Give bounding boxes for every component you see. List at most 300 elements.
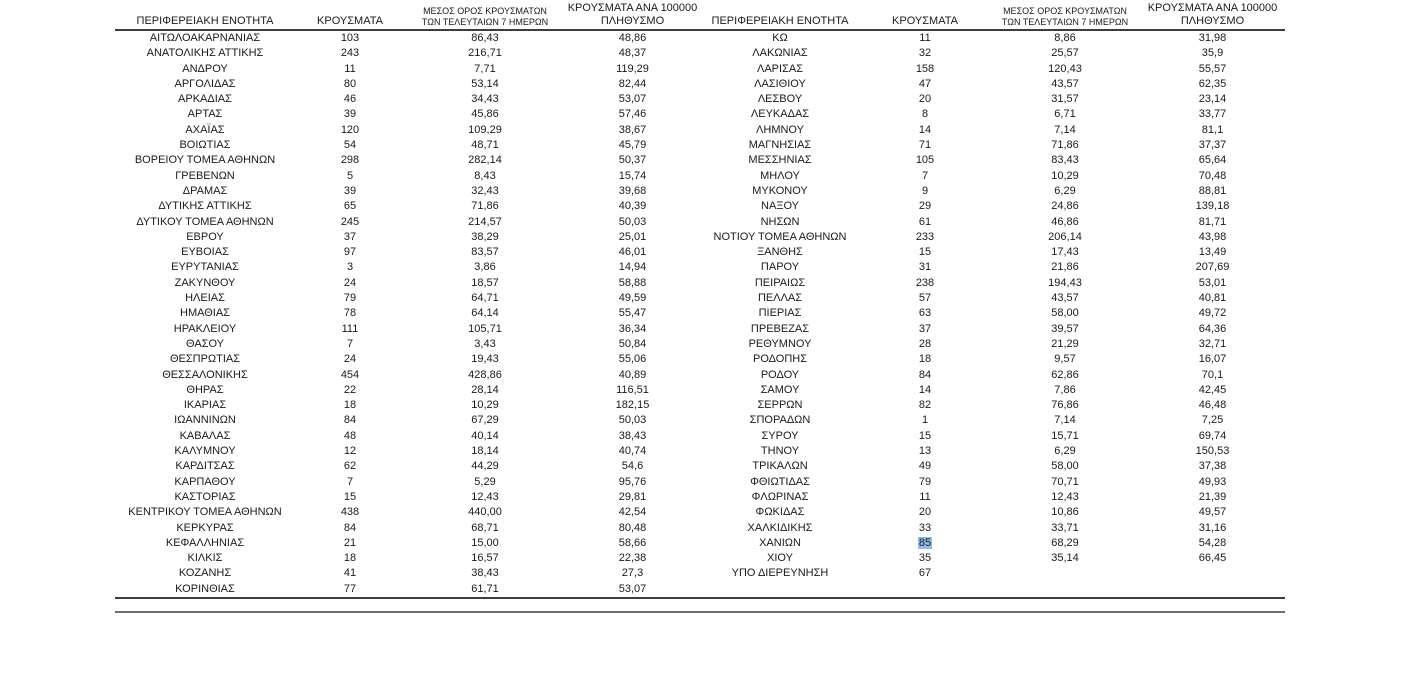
cases-cell: 84 (918, 368, 932, 381)
per100k-cell: 50,37 (618, 154, 647, 167)
region-cell: ΣΑΜΟΥ (760, 383, 800, 396)
per100k-cell: 66,45 (1198, 552, 1227, 565)
region-cell: ΘΕΣΣΑΛΟΝΙΚΗΣ (162, 368, 248, 381)
avg7-cell: 7,14 (1054, 123, 1076, 136)
table-row (115, 521, 1285, 536)
avg7-cell: 282,14 (468, 154, 502, 167)
per100k-cell: 40,81 (1198, 292, 1227, 305)
avg7-cell: 76,86 (1051, 399, 1079, 412)
cases-cell: 35 (918, 552, 932, 565)
cases-cell: 84 (343, 521, 357, 534)
per100k-cell: 62,35 (1198, 77, 1227, 90)
table-row (115, 322, 1285, 337)
region-cell: ΑΝΑΤΟΛΙΚΗΣ ΑΤΤΙΚΗΣ (146, 47, 264, 60)
table-row (115, 551, 1285, 566)
avg7-cell: 105,71 (468, 322, 502, 335)
avg7-cell: 7,71 (474, 62, 496, 75)
cases-cell: 9 (921, 184, 929, 197)
table-row (115, 352, 1285, 367)
cases-cell: 20 (918, 93, 932, 106)
avg7-cell: 34,43 (471, 93, 499, 106)
table-row (115, 30, 1285, 46)
table-row (115, 62, 1285, 77)
region-cell: ΙΚΑΡΙΑΣ (183, 399, 227, 412)
region-cell: ΛΑΣΙΘΙΟΥ (754, 77, 806, 90)
region-cell: ΞΑΝΘΗΣ (757, 246, 803, 259)
avg7-cell: 43,57 (1051, 292, 1079, 305)
avg7-cell: 83,57 (471, 246, 499, 259)
per100k-cell: 54,6 (621, 460, 644, 473)
table-row (115, 582, 1285, 598)
avg7-cell: 40,14 (471, 429, 499, 442)
avg7-cell: 86,43 (471, 32, 499, 44)
region-cell: ΕΥΡΥΤΑΝΙΑΣ (171, 261, 239, 274)
avg7-cell: 12,43 (471, 490, 499, 503)
avg7-cell: 440,00 (468, 506, 502, 519)
per100k-cell: 37,38 (1198, 460, 1227, 473)
per100k-cell: 21,39 (1198, 490, 1227, 503)
per100k-cell: 39,68 (618, 184, 647, 197)
cases-cell: 18 (918, 353, 932, 366)
region-cell: ΡΟΔΟΥ (760, 368, 800, 381)
per100k-cell: 55,47 (618, 307, 647, 320)
avg7-cell: 68,71 (471, 521, 499, 534)
per100k-cell: 139,18 (1195, 200, 1230, 213)
avg7-cell: 44,29 (471, 460, 499, 473)
per100k-cell: 49,59 (618, 292, 647, 305)
avg7-cell: 10,86 (1051, 506, 1079, 519)
cases-cell: 97 (343, 246, 357, 259)
cases-cell: 31 (918, 261, 932, 274)
avg7-cell: 6,29 (1054, 445, 1076, 458)
per100k-cell: 81,1 (1201, 123, 1224, 136)
region-cell: ΗΜΑΘΙΑΣ (180, 307, 230, 320)
avg7-cell: 18,14 (471, 445, 499, 458)
col-header-per100k-left: ΚΡΟΥΣΜΑΤΑ ΑΝΑ 100000 ΠΛΗΘΥΣΜΟ (565, 2, 700, 30)
region-cell: ΘΕΣΠΡΩΤΙΑΣ (169, 353, 241, 366)
cases-cell: 18 (343, 399, 357, 412)
region-cell: ΜΗΛΟΥ (760, 169, 800, 182)
cases-cell: 7 (346, 337, 354, 350)
cases-cell: 61 (918, 215, 932, 228)
cases-cell: 438 (340, 506, 360, 519)
avg7-cell: 70,71 (1051, 475, 1079, 488)
per100k-cell: 48,37 (618, 47, 647, 60)
per100k-cell: 49,57 (1198, 506, 1227, 519)
avg7-cell: 216,71 (468, 47, 502, 60)
region-cell: ΚΕΝΤΡΙΚΟΥ ΤΟΜΕΑ ΑΘΗΝΩΝ (128, 506, 282, 519)
per100k-cell: 53,07 (565, 582, 700, 598)
per100k-cell: 49,93 (1198, 475, 1227, 488)
cases-cell: 15 (918, 429, 932, 442)
cases-cell: 3 (346, 261, 354, 274)
region-cell: ΙΩΑΝΝΙΝΩΝ (174, 414, 236, 427)
region-cell: ΛΑΡΙΣΑΣ (756, 62, 803, 75)
cases-cell: 454 (340, 368, 360, 381)
per100k-cell: 50,84 (618, 337, 647, 350)
col-header-avg7-left: ΜΕΣΟΣ ΟΡΟΣ ΚΡΟΥΣΜΑΤΩΝ ΤΩΝ ΤΕΛΕΥΤΑΙΩΝ 7 ΗΜΕΡΩΝ (405, 2, 565, 30)
table-row (115, 230, 1285, 245)
per100k-cell: 33,77 (1198, 108, 1227, 121)
per100k-cell: 50,03 (618, 414, 647, 427)
cases-cell: 298 (340, 154, 360, 167)
region-cell: ΛΕΥΚΑΔΑΣ (750, 108, 810, 121)
cases-cell: 41 (343, 567, 357, 580)
region-cell: ΑΡΚΑΔΙΑΣ (178, 93, 232, 106)
cases-cell: 7 (921, 169, 929, 182)
per100k-cell: 82,44 (618, 77, 647, 90)
avg7-cell: 120,43 (1048, 62, 1082, 75)
col-header-avg7-right: ΜΕΣΟΣ ΟΡΟΣ ΚΡΟΥΣΜΑΤΩΝ ΤΩΝ ΤΕΛΕΥΤΑΙΩΝ 7 ΗΜΕΡΩΝ (990, 2, 1140, 30)
cases-cell: 103 (340, 32, 360, 44)
cases-cell: 33 (918, 521, 932, 534)
cases-cell: 37 (918, 322, 932, 335)
per100k-cell: 42,54 (618, 506, 647, 519)
table-row (115, 413, 1285, 428)
region-cell: ΚΙΛΚΙΣ (187, 552, 223, 565)
per100k-cell: 32,71 (1198, 337, 1227, 350)
region-cell: ΚΟΖΑΝΗΣ (178, 567, 232, 580)
avg7-cell: 19,43 (471, 353, 499, 366)
per100k-cell: 40,74 (618, 445, 647, 458)
region-cell: ΚΑΣΤΟΡΙΑΣ (174, 490, 236, 503)
table-row (115, 475, 1285, 490)
cases-cell: 67 (918, 567, 932, 580)
per100k-cell: 31,16 (1198, 521, 1227, 534)
per100k-cell: 57,46 (618, 108, 647, 121)
per100k-cell: 45,79 (618, 139, 647, 152)
per100k-cell: 37,37 (1198, 139, 1227, 152)
table-row (115, 245, 1285, 260)
region-cell: ΚΕΦΑΛΛΗΝΙΑΣ (165, 536, 245, 549)
table-row (115, 138, 1285, 153)
region-cell: ΝΟΤΙΟΥ ΤΟΜΕΑ ΑΘΗΝΩΝ (713, 230, 847, 243)
avg7-cell: 6,71 (1054, 108, 1076, 121)
region-cell: ΣΠΟΡΑΔΩΝ (749, 414, 811, 427)
cases-cell: 120 (340, 123, 360, 136)
region-cell: ΗΡΑΚΛΕΙΟΥ (173, 322, 237, 335)
per100k-cell: 70,1 (1201, 368, 1224, 381)
avg7-cell: 21,29 (1051, 337, 1079, 350)
per100k-cell: 53,01 (1198, 276, 1227, 289)
cases-cell: 37 (343, 230, 357, 243)
cases-cell: 14 (918, 123, 932, 136)
per100k-cell: 150,53 (1195, 445, 1230, 458)
table-row (115, 337, 1285, 352)
cases-cell: 7 (346, 475, 354, 488)
region-cell: ΠΑΡΟΥ (760, 261, 800, 274)
avg7-cell: 39,57 (1051, 322, 1079, 335)
region-cell: ΝΑΞΟΥ (761, 200, 799, 213)
avg7-cell: 61,71 (405, 582, 565, 598)
region-cell: ΑΝΔΡΟΥ (182, 62, 228, 75)
cases-cell: 32 (918, 47, 932, 60)
per100k-cell: 116,51 (616, 383, 649, 396)
per100k-cell: 42,45 (1198, 383, 1227, 396)
region-cell: ΚΑΛΥΜΝΟΥ (174, 445, 236, 458)
avg7-cell: 21,86 (1051, 261, 1079, 274)
per100k-cell: 50,03 (618, 215, 647, 228)
avg7-cell: 67,29 (471, 414, 499, 427)
region-cell: ΧΑΛΚΙΔΙΚΗΣ (747, 521, 813, 534)
region-cell: ΑΡΓΟΛΙΔΑΣ (174, 77, 236, 90)
cases-cell: 49 (918, 460, 932, 473)
per100k-cell: 182,15 (615, 399, 650, 412)
avg7-cell: 31,57 (1051, 93, 1079, 106)
region-cell: ΠΕΙΡΑΙΩΣ (754, 276, 806, 289)
regional-cases-table (115, 2, 1285, 599)
col-header-cases-right: ΚΡΟΥΣΜΑΤΑ (860, 2, 990, 30)
col-header-region-left: ΠΕΡΙΦΕΡΕΙΑΚΗ ΕΝΟΤΗΤΑ (115, 2, 295, 30)
selection-highlight: 85 (918, 536, 932, 549)
per100k-cell: 207,69 (1195, 261, 1230, 274)
per100k-cell: 29,81 (618, 490, 647, 503)
table-row (115, 92, 1285, 107)
region-cell: ΕΥΒΟΙΑΣ (181, 246, 229, 259)
table-row (115, 368, 1285, 383)
avg7-cell: 10,29 (471, 399, 499, 412)
per100k-cell: 54,28 (1198, 536, 1227, 549)
avg7-cell: 45,86 (471, 108, 499, 121)
per100k-cell: 95,76 (618, 475, 647, 488)
avg7-cell: 206,14 (1048, 230, 1082, 243)
per100k-cell: 70,48 (1198, 169, 1227, 182)
table-row (115, 199, 1285, 214)
region-cell: ΡΕΘΥΜΝΟΥ (748, 337, 812, 350)
cases-cell: 48 (343, 429, 357, 442)
per100k-cell: 58,66 (618, 536, 647, 549)
avg7-cell: 64,14 (471, 307, 499, 320)
cases-cell: 39 (343, 184, 357, 197)
report-table-section (115, 2, 1285, 613)
per100k-cell: 25,01 (618, 230, 647, 243)
region-cell: ΤΡΙΚΑΛΩΝ (752, 460, 808, 473)
table-row (115, 46, 1285, 61)
per100k-cell: 69,74 (1198, 429, 1227, 442)
table-row (115, 505, 1285, 520)
header-row (115, 2, 1285, 30)
table-row (115, 429, 1285, 444)
region-cell: ΦΘΙΩΤΙΔΑΣ (750, 475, 810, 488)
per100k-cell: 14,94 (618, 261, 647, 274)
region-cell: ΦΛΩΡΙΝΑΣ (751, 490, 809, 503)
avg7-cell (990, 566, 1140, 581)
region-cell: ΛΑΚΩΝΙΑΣ (752, 47, 808, 60)
cases-cell: 11 (919, 32, 931, 44)
region-cell: ΜΥΚΟΝΟΥ (752, 184, 808, 197)
cases-cell: 243 (340, 47, 360, 60)
per100k-cell: 80,48 (618, 521, 647, 534)
cases-cell: 111 (341, 322, 359, 335)
avg7-cell: 71,86 (471, 200, 499, 213)
cases-cell: 5 (346, 169, 354, 182)
region-cell: ΧΙΟΥ (767, 552, 793, 565)
region-cell: ΚΟΡΙΝΘΙΑΣ (115, 582, 295, 598)
cases-cell: 24 (343, 353, 357, 366)
table-row (115, 77, 1285, 92)
cases-cell: 24 (343, 276, 357, 289)
table-row (115, 260, 1285, 275)
cases-cell: 12 (343, 445, 357, 458)
per100k-cell: 27,3 (621, 567, 644, 580)
cases-cell: 233 (915, 230, 935, 243)
cases-cell (860, 582, 990, 598)
avg7-cell: 32,43 (471, 184, 499, 197)
per100k-cell: 23,14 (1198, 93, 1227, 106)
per100k-cell: 38,67 (618, 123, 647, 136)
region-cell: ΦΩΚΙΔΑΣ (755, 506, 805, 519)
avg7-cell: 58,00 (1051, 307, 1079, 320)
per100k-cell: 46,48 (1198, 399, 1227, 412)
avg7-cell: 9,57 (1054, 353, 1076, 366)
cases-cell: 15 (343, 490, 357, 503)
avg7-cell: 18,57 (471, 276, 499, 289)
per100k-cell: 13,49 (1198, 246, 1227, 259)
avg7-cell: 68,29 (1051, 536, 1079, 549)
per100k-cell: 65,64 (1198, 154, 1227, 167)
avg7-cell: 38,29 (471, 230, 499, 243)
table-row (115, 383, 1285, 398)
table-row (115, 107, 1285, 122)
per100k-cell: 36,34 (618, 322, 647, 335)
avg7-cell: 58,00 (1051, 460, 1079, 473)
col-header-per100k-right: ΚΡΟΥΣΜΑΤΑ ΑΝΑ 100000 ΠΛΗΘΥΣΜΟ (1140, 2, 1285, 30)
region-cell: ΜΕΣΣΗΝΙΑΣ (748, 154, 812, 167)
region-cell: ΑΧΑΪΑΣ (185, 123, 225, 136)
per100k-cell: 119,29 (616, 62, 649, 75)
region-cell: ΒΟΡΕΙΟΥ ΤΟΜΕΑ ΑΘΗΝΩΝ (134, 154, 276, 167)
cases-cell: 71 (918, 139, 932, 152)
cases-cell: 28 (918, 337, 932, 350)
per100k-cell: 16,07 (1198, 353, 1227, 366)
avg7-cell: 428,86 (468, 368, 502, 381)
region-cell: ΧΑΝΙΩΝ (759, 536, 801, 549)
table-row (115, 169, 1285, 184)
table-row (115, 123, 1285, 138)
avg7-cell: 35,14 (1051, 552, 1079, 565)
region-cell (700, 582, 860, 598)
per100k-cell: 88,81 (1198, 184, 1227, 197)
per100k-cell: 55,06 (618, 353, 647, 366)
table-row (115, 276, 1285, 291)
per100k-cell: 46,01 (618, 246, 647, 259)
avg7-cell: 64,71 (471, 292, 499, 305)
region-cell: ΘΑΣΟΥ (185, 337, 225, 350)
avg7-cell: 17,43 (1051, 246, 1079, 259)
cases-cell: 78 (343, 307, 357, 320)
cases-cell: 14 (918, 383, 932, 396)
region-cell: ΝΗΣΩΝ (760, 215, 800, 228)
avg7-cell: 62,86 (1051, 368, 1079, 381)
cases-cell: 82 (918, 399, 932, 412)
cases-cell (860, 536, 990, 551)
cases-cell: 11 (344, 62, 356, 75)
cases-cell: 46 (343, 93, 357, 106)
table-row (115, 153, 1285, 168)
region-cell: ΠΡΕΒΕΖΑΣ (750, 322, 810, 335)
cases-cell: 158 (915, 62, 935, 75)
cases-cell: 77 (295, 582, 405, 598)
avg7-cell: 28,14 (471, 383, 499, 396)
per100k-cell: 38,43 (618, 429, 647, 442)
cases-cell: 57 (918, 292, 932, 305)
region-cell: ΑΙΤΩΛΟΑΚΑΡΝΑΝΙΑΣ (149, 32, 261, 44)
region-cell: ΠΙΕΡΙΑΣ (758, 307, 802, 320)
region-cell: ΑΡΤΑΣ (187, 108, 223, 121)
region-cell: ΜΑΓΝΗΣΙΑΣ (748, 139, 812, 152)
region-cell: ΛΗΜΝΟΥ (756, 123, 804, 136)
region-cell: ΒΟΙΩΤΙΑΣ (179, 139, 231, 152)
avg7-cell: 194,43 (1048, 276, 1082, 289)
cases-cell: 79 (343, 292, 357, 305)
cases-cell: 80 (343, 77, 357, 90)
per100k-cell: 22,38 (618, 552, 647, 565)
avg7-cell: 15,71 (1051, 429, 1079, 442)
table-row (115, 184, 1285, 199)
cases-cell: 238 (915, 276, 935, 289)
cases-cell: 245 (340, 215, 360, 228)
cases-cell: 65 (343, 200, 357, 213)
per100k-cell (1140, 582, 1285, 598)
region-cell: ΡΟΔΟΠΗΣ (752, 353, 808, 366)
region-cell: ΤΗΝΟΥ (760, 445, 800, 458)
cases-cell: 79 (918, 475, 932, 488)
per100k-cell: 31,98 (1198, 32, 1227, 44)
cases-cell: 54 (343, 139, 357, 152)
cases-cell: 47 (918, 77, 932, 90)
per100k-cell: 49,72 (1198, 307, 1227, 320)
region-cell: ΣΕΡΡΩΝ (757, 399, 803, 412)
cases-cell: 63 (918, 307, 932, 320)
avg7-cell: 10,29 (1051, 169, 1079, 182)
cases-cell: 11 (919, 490, 931, 503)
region-cell: ΔΥΤΙΚΟΥ ΤΟΜΕΑ ΑΘΗΝΩΝ (136, 215, 274, 228)
avg7-cell: 214,57 (468, 215, 502, 228)
region-cell: ΚΕΡΚΥΡΑΣ (176, 521, 234, 534)
avg7-cell: 7,14 (1054, 414, 1076, 427)
per100k-cell: 53,07 (618, 93, 647, 106)
region-cell: ΚΑΡΔΙΤΣΑΣ (175, 460, 235, 473)
avg7-cell: 5,29 (474, 475, 496, 488)
region-cell: ΓΡΕΒΕΝΩΝ (175, 169, 235, 182)
avg7-cell: 7,86 (1054, 383, 1076, 396)
region-cell: ΛΕΣΒΟΥ (757, 93, 803, 106)
cases-cell: 1 (921, 414, 929, 427)
per100k-cell: 81,71 (1198, 215, 1227, 228)
region-cell: ΔΥΤΙΚΗΣ ΑΤΤΙΚΗΣ (158, 200, 252, 213)
avg7-cell: 43,57 (1051, 77, 1079, 90)
region-cell: ΠΕΛΛΑΣ (757, 292, 803, 305)
table-row (115, 444, 1285, 459)
avg7-cell: 12,43 (1051, 490, 1079, 503)
region-cell: ΔΡΑΜΑΣ (182, 184, 228, 197)
region-cell: ΗΛΕΙΑΣ (185, 292, 225, 305)
cases-cell: 105 (915, 154, 935, 167)
region-cell: ΚΑΒΑΛΑΣ (179, 429, 231, 442)
table-row (115, 291, 1285, 306)
per100k-cell: 64,36 (1198, 322, 1227, 335)
per100k-cell (1140, 566, 1285, 581)
cases-cell: 62 (343, 460, 357, 473)
avg7-cell: 53,14 (471, 77, 499, 90)
region-cell: ΥΠΟ ΔΙΕΡΕΥΝΗΣΗ (731, 567, 829, 580)
avg7-cell: 33,71 (1051, 521, 1079, 534)
avg7-cell: 48,71 (471, 139, 499, 152)
cases-cell: 21 (343, 536, 357, 549)
avg7-cell: 46,86 (1051, 215, 1079, 228)
table-row (115, 566, 1285, 581)
per100k-cell: 58,88 (618, 276, 647, 289)
